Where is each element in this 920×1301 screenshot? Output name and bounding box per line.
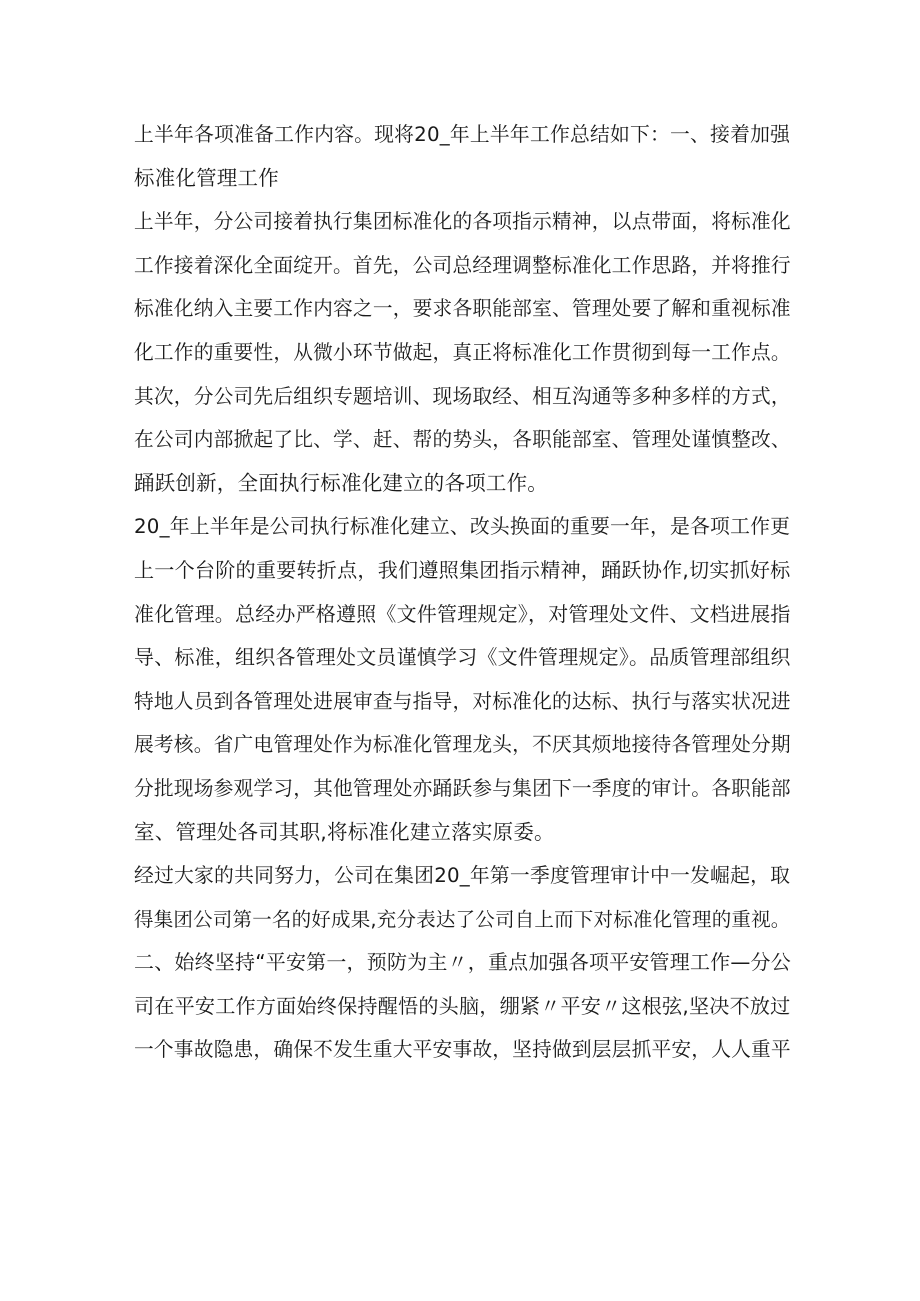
text-line: 上半年，分公司接着执行集团标准化的各项指示精神，以点带面，将标准化	[134, 210, 791, 234]
paragraph-first-half-year	[134, 505, 794, 854]
document-body	[134, 113, 794, 1072]
text-line: 上半年各项准备工作内容。现将20_年上半年工作总结如下：一、接着加强	[134, 123, 791, 146]
text-line: 化工作的重要性，从微小环节做起，真正将标准化工作贯彻到每一工作点。	[134, 340, 791, 364]
paragraph-standardization	[134, 200, 794, 505]
text-line: 标准化纳入主要工作内容之一，要求各职能部室、管理处要了解和重视标准	[134, 297, 791, 321]
paragraph-intro	[134, 113, 794, 200]
text-line: 工作接着深化全面绽开。首先，公司总经理调整标准化工作思路，并将推行	[134, 253, 791, 277]
text-line: 分批现场参观学习，其他管理处亦踊跃参与集团下一季度的审计。各职能部	[134, 776, 791, 800]
text-line: 在公司内部掀起了比、学、赶、帮的势头，各职能部室、管理处谨慎整改、	[134, 428, 791, 452]
text-line: 踊跃创新，全面执行标准化建立的各项工作。	[134, 470, 548, 495]
text-line: 一个事故隐患，确保不发生重大平安事故，坚持做到层层抓平安，人人重平	[134, 1038, 791, 1062]
text-line: 其次，分公司先后组织专题培训、现场取经、相互沟通等多种多样的方式，	[134, 384, 791, 408]
text-line: 20_年上半年是公司执行标准化建立、改头换面的重要一年，是各项工作更	[134, 515, 791, 539]
text-line: 上一个台阶的重要转折点，我们遵照集团指示精神，踊跃协作,切实抓好标	[134, 557, 791, 582]
text-line: 准化管理。总经办严格遵照《文件管理规定》，对管理处文件、文档进展指	[134, 601, 791, 626]
text-line: 得集团公司第一名的好成果,充分表达了公司自上而下对标准化管理的重视。	[134, 907, 791, 931]
text-line: 特地人员到各管理处进展审查与指导，对标准化的达标、执行与落实状况进	[134, 689, 791, 713]
text-line: 司在平安工作方面始终保持醒悟的头脑，绷紧〃平安〃这根弦,坚决不放过	[134, 993, 791, 1018]
text-line: 室、管理处各司其职,将标准化建立落实原委。	[134, 819, 555, 844]
paragraph-results	[134, 854, 794, 941]
paragraph-safety	[134, 941, 794, 1072]
section-heading-line: 标准化管理工作	[134, 165, 279, 190]
text-line: 展考核。省广电管理处作为标准化管理龙头，不厌其烦地接待各管理处分期	[134, 733, 791, 757]
text-line: 经过大家的共同努力，公司在集团20_年第一季度管理审计中一发崛起，取	[134, 864, 791, 888]
text-line: 二、始终坚持“平安第一，预防为主〃，重点加强各项平安管理工作—分公	[134, 950, 791, 975]
text-line: 导、标准，组织各管理处文员谨慎学习《文件管理规定》。品质管理部组织	[134, 645, 791, 670]
